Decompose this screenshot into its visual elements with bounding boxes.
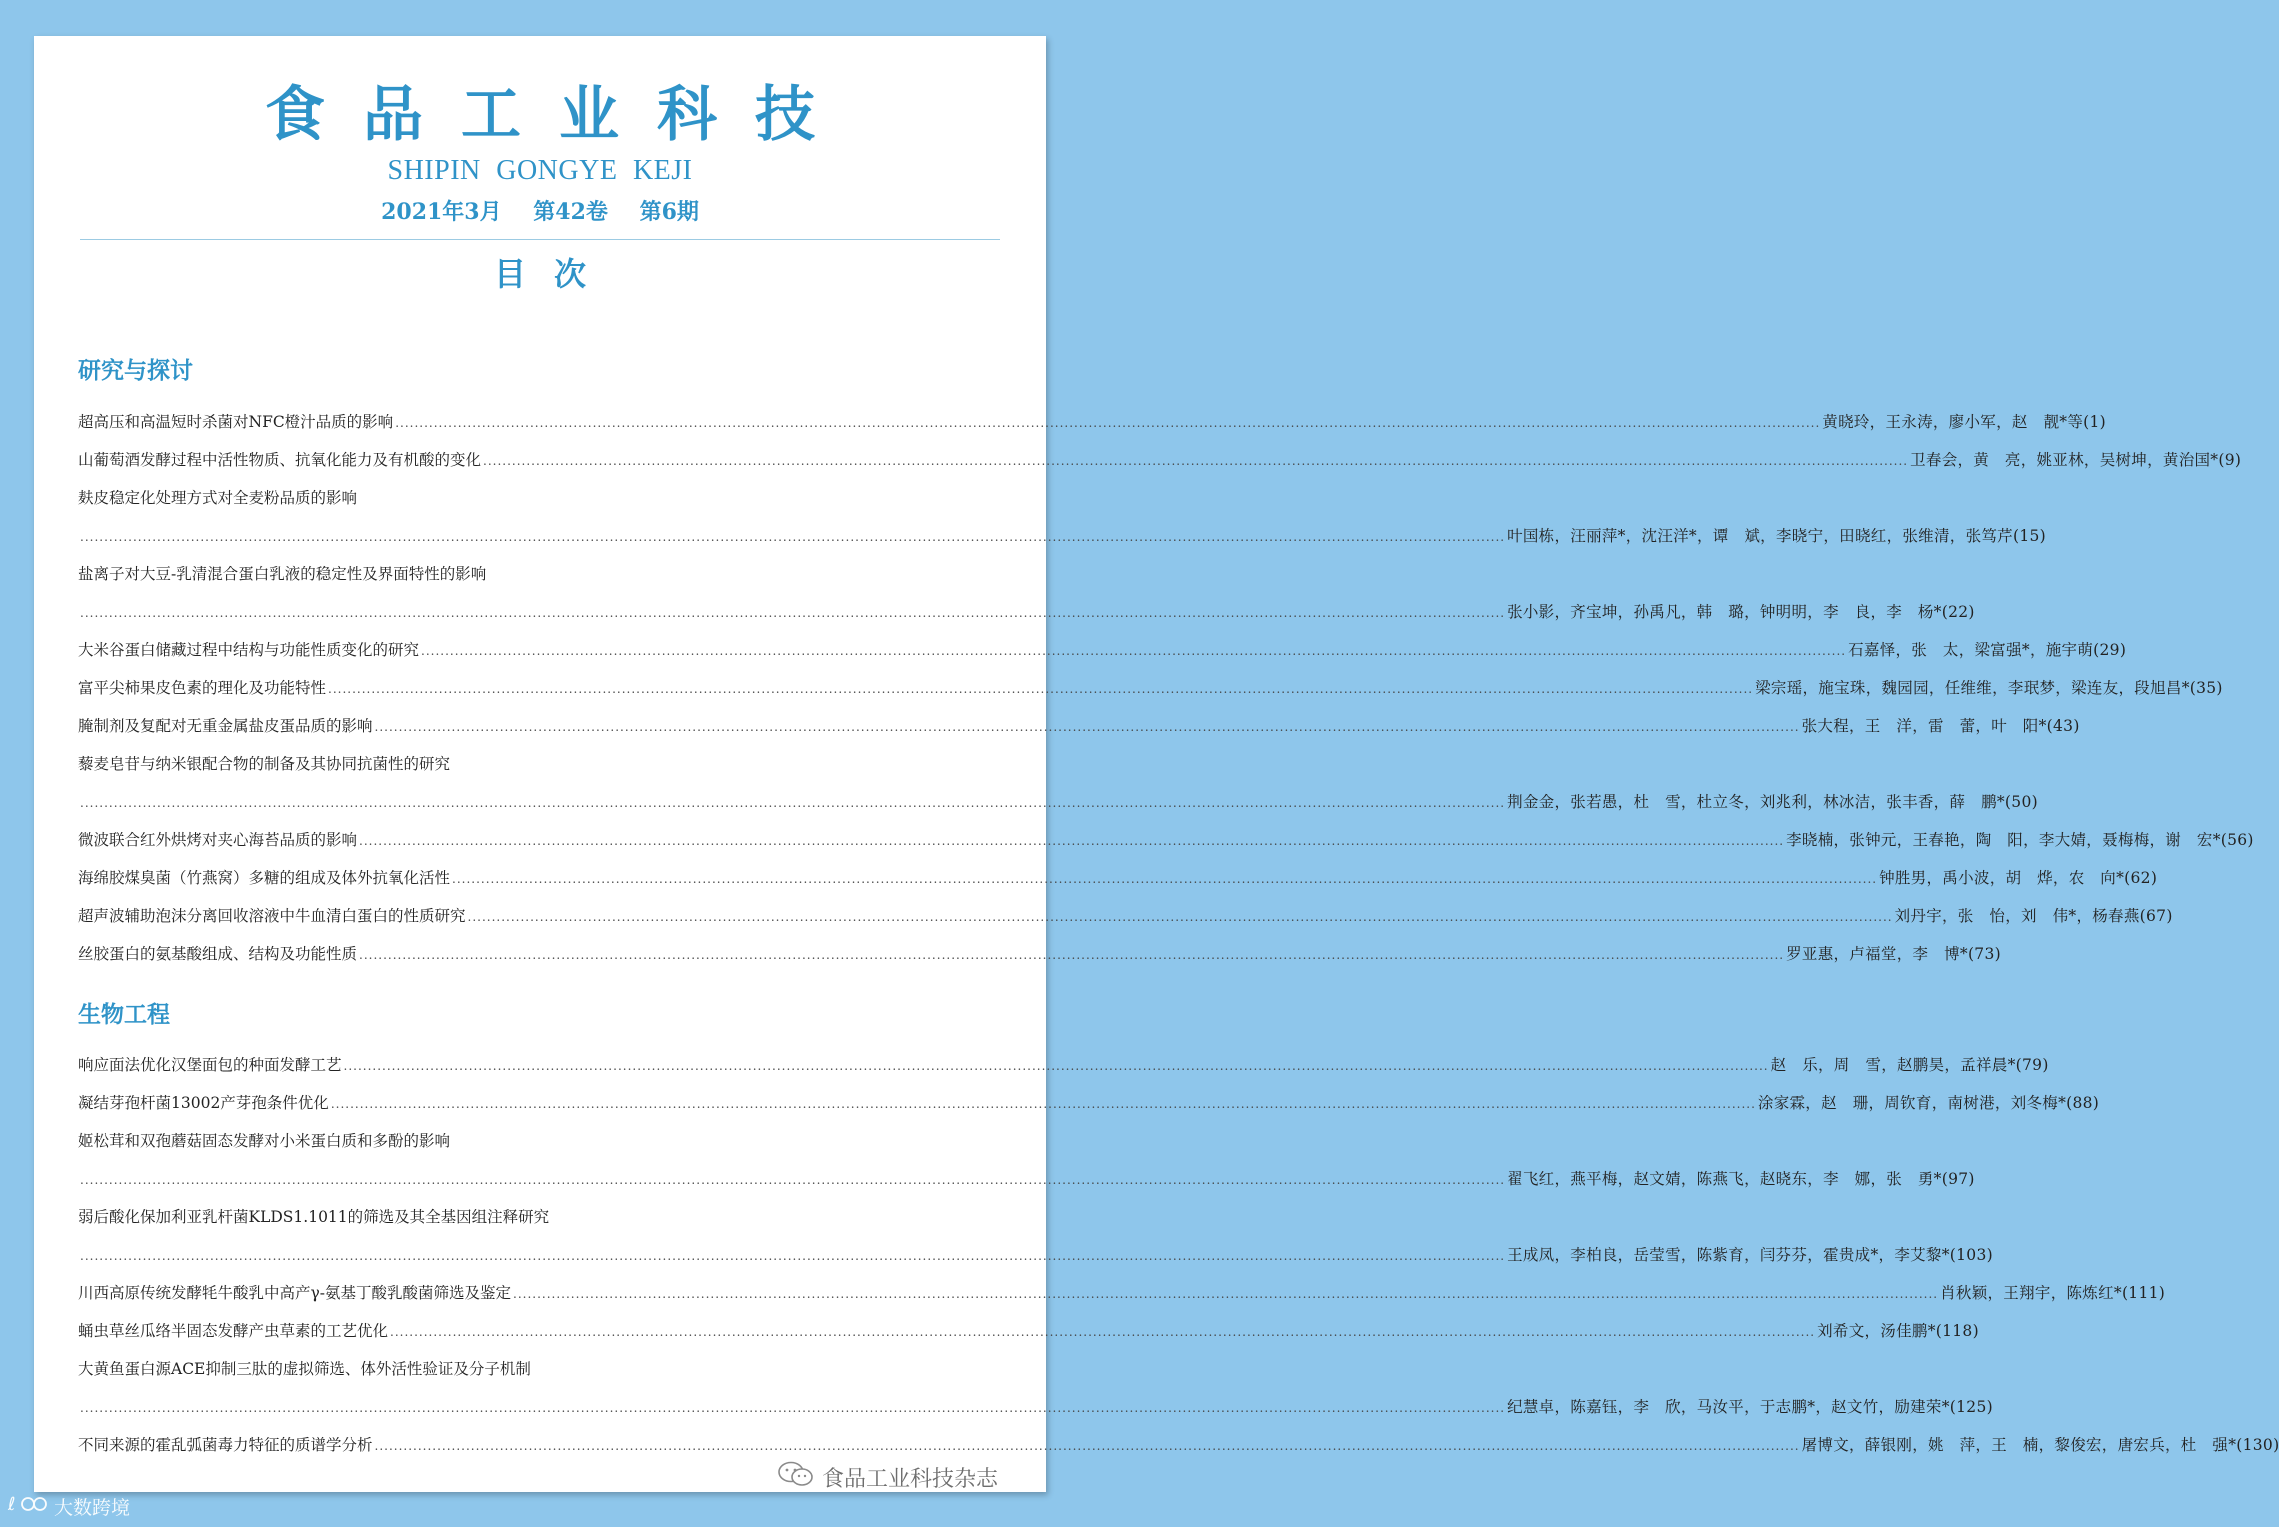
toc-entry[interactable] — [78, 448, 2242, 472]
entry-title: 大米谷蛋白储藏过程中结构与功能性质变化的研究 — [78, 641, 420, 659]
toc-entry-author-line[interactable] — [78, 1395, 1993, 1419]
issue-date: 2021年3月 — [381, 199, 502, 225]
entry-title: 盐离子对大豆-乳清混合蛋白乳液的稳定性及界面特性的影响 — [78, 565, 487, 583]
toc-entry[interactable] — [78, 410, 2106, 434]
entry-authors: 卫春会，黄 亮，姚亚林，吴树坤，黄治国*(9) — [1910, 451, 2242, 469]
entry-authors: 纪慧卓，陈嘉钰，李 欣，马汝平，于志鹏*，赵文竹，励建荣*(125) — [1507, 1398, 1993, 1416]
journal-title-cn: 食品工业科技 — [265, 80, 853, 150]
dot-leader: ........................................................................................................................................................................................................................................................................................................ — [483, 454, 1909, 468]
toc-entry[interactable] — [78, 676, 2223, 700]
dot-leader: ........................................................................................................................................................................................................................................................................................................ — [359, 948, 1785, 962]
entry-authors: 刘希文，汤佳鹏*(118) — [1817, 1322, 1979, 1340]
logo-icon — [8, 1492, 48, 1521]
entry-title: 弱后酸化保加利亚乳杆菌KLDS1.1011的筛选及其全基因组注释研究 — [78, 1208, 550, 1226]
toc-entry[interactable] — [78, 942, 2001, 966]
entry-title: 蛹虫草丝瓜络半固态发酵产虫草素的工艺优化 — [78, 1322, 389, 1340]
toc-entry[interactable] — [78, 904, 2173, 928]
toc-entry-title-line[interactable] — [78, 1129, 1003, 1153]
toc-entry[interactable] — [78, 866, 2158, 890]
dot-leader: ........................................................................................................................................................................................................................................................................................................ — [80, 530, 1506, 544]
toc-entry-title-line[interactable] — [78, 1205, 1003, 1229]
entry-authors: 赵 乐，周 雪，赵鹏昊，孟祥晨*(79) — [1770, 1056, 2049, 1074]
entry-authors: 张小影，齐宝坤，孙禹凡，韩 璐，钟明明，李 良，李 杨*(22) — [1507, 603, 1975, 621]
entry-authors: 翟飞红，燕平梅，赵文婧，陈燕飞，赵晓东，李 娜，张 勇*(97) — [1507, 1170, 1975, 1188]
entry-title: 超声波辅助泡沫分离回收溶液中牛血清白蛋白的性质研究 — [78, 907, 466, 925]
toc-entry-author-line[interactable] — [78, 1167, 1975, 1191]
entry-authors: 涂家霖，赵 珊，周钦育，南树港，刘冬梅*(88) — [1757, 1094, 2100, 1112]
entry-authors: 黄晓玲，王永涛，廖小军，赵 靓*等(1) — [1822, 413, 2106, 431]
entry-title: 川西高原传统发酵牦牛酸乳中高产γ-氨基丁酸乳酸菌筛选及鉴定 — [78, 1284, 512, 1302]
wechat-icon — [776, 1460, 816, 1494]
toc-entry[interactable] — [78, 1053, 2049, 1077]
entry-title: 藜麦皂苷与纳米银配合物的制备及其协同抗菌性的研究 — [78, 755, 451, 773]
dot-leader: ........................................................................................................................................................................................................................................................................................................ — [467, 910, 1893, 924]
dot-leader: ........................................................................................................................................................................................................................................................................................................ — [80, 1173, 1506, 1187]
dot-leader: ........................................................................................................................................................................................................................................................................................................ — [390, 1325, 1816, 1339]
toc-title: 目次 — [493, 255, 614, 293]
issue-volume: 第42卷 — [533, 199, 608, 225]
toc-entry-title-line[interactable] — [78, 562, 1003, 586]
entry-title: 腌制剂及复配对无重金属盐皮蛋品质的影响 — [78, 717, 373, 735]
entry-authors: 李晓楠，张钟元，王春艳，陶 阳，李大婧，聂梅梅，谢 宏*(56) — [1786, 831, 2254, 849]
section-heading: 生物工程 — [78, 1001, 170, 1028]
dot-leader: ........................................................................................................................................................................................................................................................................................................ — [80, 1249, 1506, 1263]
entry-authors: 石嘉怿，张 太，梁富强*，施宇萌(29) — [1848, 641, 2127, 659]
entry-title: 海绵胶煤臭菌（竹燕窝）多糖的组成及体外抗氧化活性 — [78, 869, 451, 887]
entry-title: 响应面法优化汉堡面包的种面发酵工艺 — [78, 1056, 342, 1074]
dot-leader: ........................................................................................................................................................................................................................................................................................................ — [513, 1287, 1939, 1301]
entry-title: 超高压和高温短时杀菌对NFC橙汁品质的影响 — [78, 413, 394, 431]
toc-entry[interactable] — [78, 828, 2254, 852]
svg-text:ℓ: ℓ — [8, 1494, 16, 1515]
entry-title: 大黄鱼蛋白源ACE抑制三肽的虚拟筛选、体外活性验证及分子机制 — [78, 1360, 531, 1378]
entry-authors: 梁宗瑶，施宝珠，魏园园，任维维，李珉梦，梁连友，段旭昌*(35) — [1755, 679, 2223, 697]
entry-authors: 钟胜男，禹小波，胡 烨，农 向*(62) — [1879, 869, 2158, 887]
toc-entry[interactable] — [78, 1319, 1979, 1343]
entry-title: 富平尖柿果皮色素的理化及功能特性 — [78, 679, 327, 697]
toc-entry[interactable] — [78, 638, 2127, 662]
entry-authors: 刘丹宇，张 怡，刘 伟*，杨春燕(67) — [1894, 907, 2173, 925]
toc-page — [34, 36, 2279, 1492]
entry-title: 丝胶蛋白的氨基酸组成、结构及功能性质 — [78, 945, 358, 963]
entry-authors: 张大程，王 洋，雷 蕾，叶 阳*(43) — [1801, 717, 2080, 735]
toc-entry-author-line[interactable] — [78, 790, 2038, 814]
entry-authors: 肖秋颖，王翔宇，陈炼红*(111) — [1940, 1284, 2166, 1302]
dot-leader: ........................................................................................................................................................................................................................................................................................................ — [421, 644, 1847, 658]
entry-title: 姬松茸和双孢蘑菇固态发酵对小米蛋白质和多酚的影响 — [78, 1132, 451, 1150]
issue-info — [34, 196, 1046, 228]
entry-authors: 王成凤，李柏良，岳莹雪，陈紫育，闫芬芬，霍贵成*，李艾黎*(103) — [1507, 1246, 1993, 1264]
entry-title: 微波联合红外烘烤对夹心海苔品质的影响 — [78, 831, 358, 849]
dot-leader: ........................................................................................................................................................................................................................................................................................................ — [359, 834, 1785, 848]
toc-entry-title-line[interactable] — [78, 486, 1003, 510]
toc-entry[interactable] — [78, 1091, 2100, 1115]
dot-leader: ........................................................................................................................................................................................................................................................................................................ — [328, 682, 1754, 696]
toc-entry-title-line[interactable] — [78, 752, 1003, 776]
entry-title: 不同来源的霍乱弧菌毒力特征的质谱学分析 — [78, 1436, 373, 1454]
dot-leader: ........................................................................................................................................................................................................................................................................................................ — [343, 1059, 1769, 1073]
toc-entry[interactable] — [78, 1281, 2166, 1305]
toc-entry[interactable] — [78, 1433, 2279, 1457]
journal-title-en: SHIPIN GONGYE KEJI — [387, 155, 693, 186]
dot-leader: ........................................................................................................................................................................................................................................................................................................ — [80, 796, 1506, 810]
entry-title: 麸皮稳定化处理方式对全麦粉品质的影响 — [78, 489, 358, 507]
site-watermark — [8, 1492, 130, 1521]
dot-leader: ........................................................................................................................................................................................................................................................................................................ — [395, 416, 1821, 430]
watermark-left-text: 大数跨境 — [54, 1497, 131, 1519]
dot-leader: ........................................................................................................................................................................................................................................................................................................ — [452, 872, 1878, 886]
toc-entry-author-line[interactable] — [78, 524, 2046, 548]
issue-number: 第6期 — [639, 199, 699, 225]
watermark-right-text: 食品工业科技杂志 — [822, 1466, 999, 1492]
entry-authors: 罗亚惠，卢福堂，李 博*(73) — [1786, 945, 2001, 963]
dot-leader: ........................................................................................................................................................................................................................................................................................................ — [80, 1401, 1506, 1415]
dot-leader: ........................................................................................................................................................................................................................................................................................................ — [80, 606, 1506, 620]
toc-entry[interactable] — [78, 714, 2080, 738]
entry-authors: 叶国栋，汪丽萍*，沈汪洋*，谭 斌，李晓宁，田晓红，张维清，张笃芹(15) — [1507, 527, 2046, 545]
header-divider — [80, 239, 1000, 240]
toc-entry-author-line[interactable] — [78, 600, 1975, 624]
entry-authors: 荆金金，张若愚，杜 雪，杜立冬，刘兆利，林冰洁，张丰香，薛 鹏*(50) — [1507, 793, 2038, 811]
toc-entry-author-line[interactable] — [78, 1243, 1993, 1267]
entry-authors: 屠博文，薛银刚，姚 萍，王 楠，黎俊宏，唐宏兵，杜 强*(130) — [1801, 1436, 2279, 1454]
section-heading: 研究与探讨 — [78, 357, 193, 384]
dot-leader: ........................................................................................................................................................................................................................................................................................................ — [374, 1439, 1800, 1453]
toc-entry-title-line[interactable] — [78, 1357, 1003, 1381]
wechat-watermark — [776, 1460, 998, 1494]
dot-leader: ........................................................................................................................................................................................................................................................................................................ — [330, 1097, 1756, 1111]
entry-title: 凝结芽孢杆菌13002产芽孢条件优化 — [78, 1094, 329, 1112]
entry-title: 山葡萄酒发酵过程中活性物质、抗氧化能力及有机酸的变化 — [78, 451, 482, 469]
dot-leader: ........................................................................................................................................................................................................................................................................................................ — [374, 720, 1800, 734]
